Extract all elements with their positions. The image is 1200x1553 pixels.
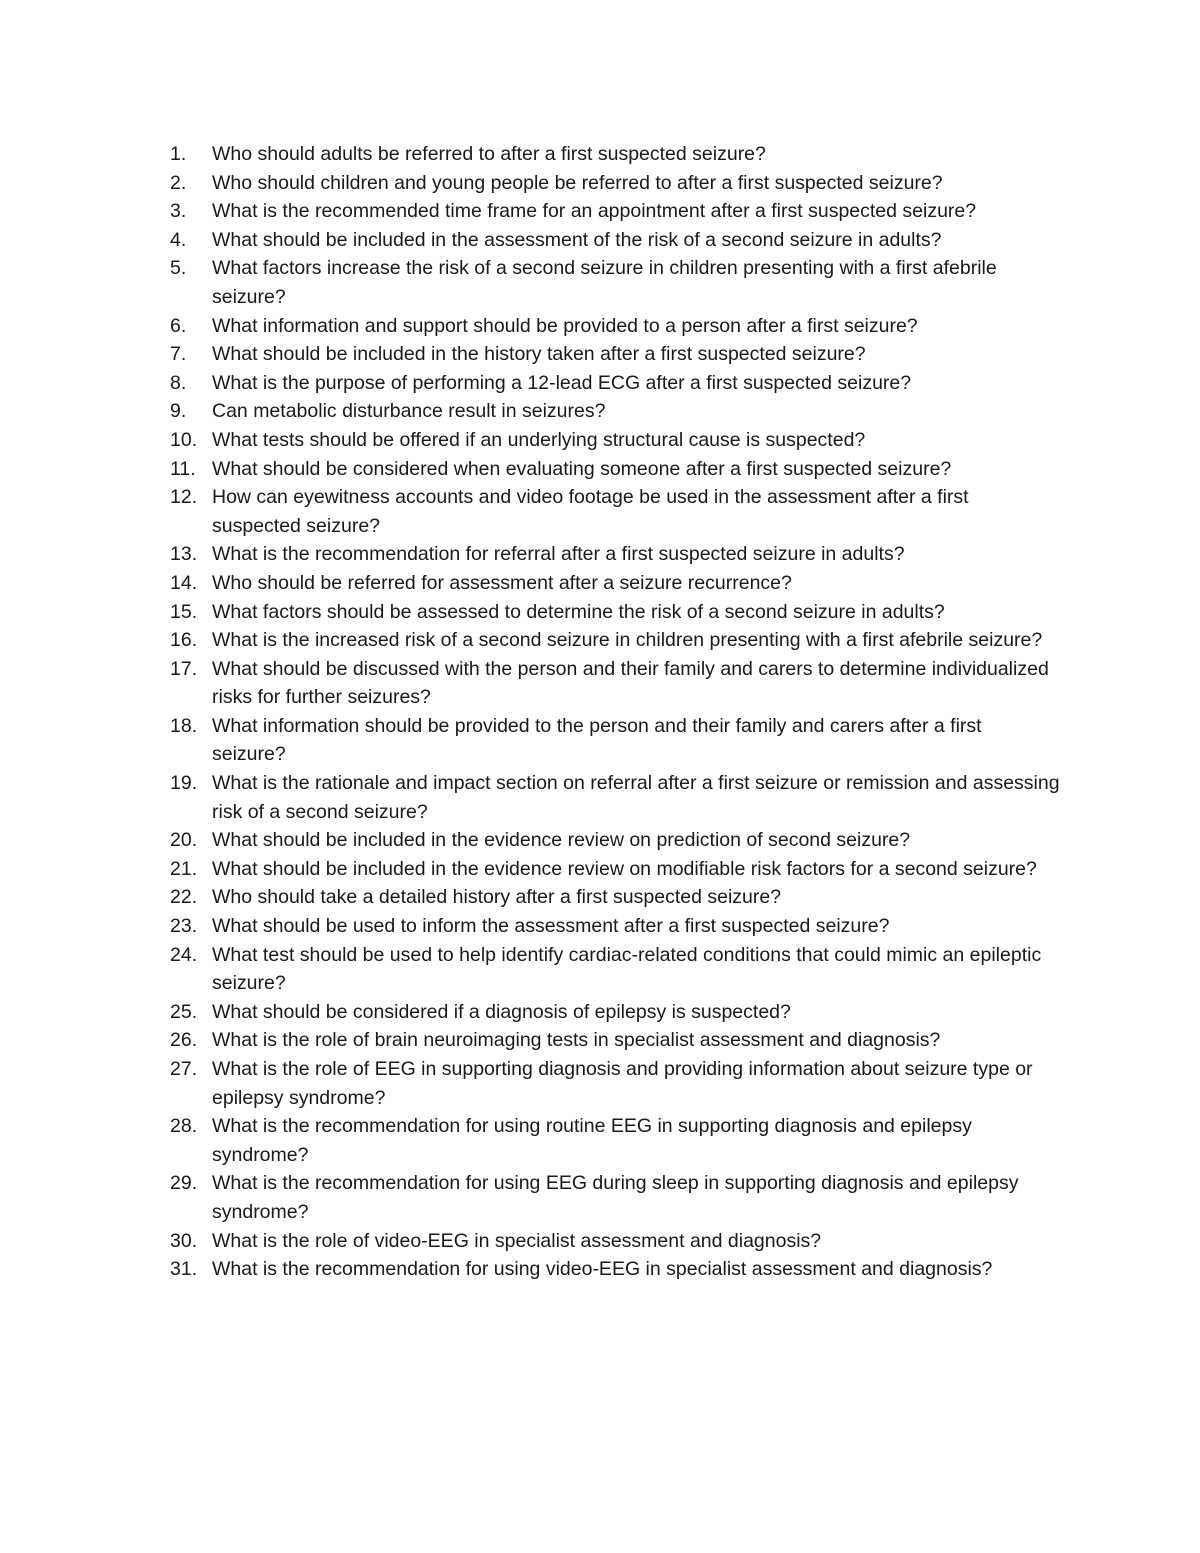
question-text: What is the rationale and impact section on referral after a first seizure or remission and assessing risk of a second seizure? [212, 772, 1060, 823]
question-number: 10. [170, 428, 198, 451]
question-item [170, 883, 1060, 912]
question-number: 19. [170, 772, 198, 795]
question-item [170, 1227, 1060, 1256]
question-item [170, 826, 1060, 855]
question-item [170, 1112, 1060, 1169]
question-item [170, 226, 1060, 255]
question-text: What should be discussed with the person and their family and carers to determine individualized risks for further seizures? [212, 657, 1049, 709]
question-item [170, 712, 1060, 769]
question-number: 18. [170, 714, 198, 737]
question-item [170, 1255, 1060, 1284]
question-text: What is the recommendation for using video-EEG in specialist assessment and diagnosis? [212, 1258, 993, 1281]
question-number: 16. [170, 629, 198, 652]
question-item [170, 540, 1060, 569]
question-item [170, 455, 1060, 484]
question-item [170, 769, 1060, 826]
question-item [170, 569, 1060, 598]
question-text: What factors increase the risk of a second seizure in children presenting with a first afebrile seizure? [212, 257, 997, 308]
question-item [170, 426, 1060, 455]
question-number: 5. [170, 257, 187, 280]
question-item [170, 340, 1060, 369]
question-text: Who should be referred for assessment after a seizure recurrence? [212, 571, 792, 594]
question-text: What is the increased risk of a second seizure in children presenting with a first afebrile seizure? [212, 629, 1043, 652]
question-item [170, 1055, 1060, 1112]
question-number: 9. [170, 400, 187, 423]
question-number: 27. [170, 1058, 198, 1080]
question-item [170, 855, 1060, 884]
question-text: Who should adults be referred to after a first suspected seizure? [212, 143, 766, 165]
question-text: What should be used to inform the assessment after a first suspected seizure? [212, 915, 890, 938]
question-text: What is the role of EEG in supporting diagnosis and providing information about seizure type or epilepsy syndrome? [212, 1058, 1033, 1109]
question-item [170, 1026, 1060, 1055]
question-text: What test should be used to help identify cardiac-related conditions that could mimic an epileptic seizure? [212, 943, 1042, 995]
question-text: What is the recommendation for using routine EEG in supporting diagnosis and epilepsy syndrome? [212, 1115, 972, 1166]
question-number: 24. [170, 943, 198, 966]
question-item [170, 626, 1060, 655]
question-text: What should be included in the evidence review on prediction of second seizure? [212, 829, 911, 852]
question-text: What is the recommendation for using EEG during sleep in supporting diagnosis and epilepsy syndrome? [212, 1172, 1019, 1223]
question-text: What should be included in the assessment of the risk of a second seizure in adults? [212, 228, 942, 251]
question-number: 11. [170, 457, 196, 480]
question-text: Can metabolic disturbance result in seizures? [212, 400, 606, 423]
question-item [170, 312, 1060, 341]
question-number: 13. [170, 543, 198, 566]
question-number: 12. [170, 486, 198, 509]
question-number: 1. [170, 143, 187, 165]
question-number: 21. [170, 857, 198, 880]
question-number: 3. [170, 200, 187, 223]
question-item [170, 998, 1060, 1027]
question-number: 28. [170, 1115, 198, 1138]
question-text: How can eyewitness accounts and video footage be used in the assessment after a first suspected seizure? [212, 486, 969, 537]
question-number: 4. [170, 228, 187, 251]
question-number: 8. [170, 371, 187, 394]
question-item [170, 655, 1060, 712]
question-text: What is the role of brain neuroimaging tests in specialist assessment and diagnosis? [212, 1029, 941, 1052]
question-text: What should be included in the evidence review on modifiable risk factors for a second seizure? [212, 857, 1037, 880]
question-text: What information and support should be provided to a person after a first seizure? [212, 314, 918, 337]
question-number: 22. [170, 886, 198, 909]
question-text: What factors should be assessed to determine the risk of a second seizure in adults? [212, 600, 945, 623]
question-number: 15. [170, 600, 198, 623]
question-item [170, 912, 1060, 941]
question-item [170, 1169, 1060, 1226]
question-number: 20. [170, 829, 198, 852]
question-text: What should be considered if a diagnosis of epilepsy is suspected? [212, 1000, 791, 1023]
question-item [170, 483, 1060, 540]
question-number: 2. [170, 171, 187, 194]
question-item [170, 941, 1060, 998]
question-text: What tests should be offered if an underlying structural cause is suspected? [212, 428, 866, 451]
question-item [170, 369, 1060, 398]
question-list [170, 140, 1060, 1284]
question-number: 23. [170, 915, 198, 938]
question-number: 14. [170, 571, 198, 594]
question-text: What should be considered when evaluating someone after a first suspected seizure? [212, 457, 952, 480]
question-number: 26. [170, 1029, 198, 1052]
question-text: What should be included in the history taken after a first suspected seizure? [212, 343, 866, 366]
question-number: 29. [170, 1172, 198, 1195]
question-number: 31. [170, 1258, 198, 1281]
question-item [170, 397, 1060, 426]
question-text: What information should be provided to the person and their family and carers after a first seizure? [212, 714, 982, 766]
question-number: 17. [170, 657, 198, 680]
question-item [170, 598, 1060, 627]
question-item [170, 197, 1060, 226]
question-text: What is the recommended time frame for an appointment after a first suspected seizure? [212, 200, 977, 223]
question-text: What is the purpose of performing a 12-lead ECG after a first suspected seizure? [212, 371, 912, 394]
question-item [170, 140, 1060, 169]
question-number: 30. [170, 1229, 198, 1252]
question-number: 6. [170, 314, 187, 337]
question-text: What is the role of video-EEG in specialist assessment and diagnosis? [212, 1229, 822, 1252]
question-item [170, 169, 1060, 198]
question-text: What is the recommendation for referral after a first suspected seizure in adults? [212, 543, 905, 566]
question-text: Who should children and young people be referred to after a first suspected seizure? [212, 171, 943, 194]
question-item [170, 254, 1060, 311]
question-text: Who should take a detailed history after a first suspected seizure? [212, 886, 782, 909]
question-number: 25. [170, 1000, 198, 1023]
question-number: 7. [170, 343, 187, 366]
